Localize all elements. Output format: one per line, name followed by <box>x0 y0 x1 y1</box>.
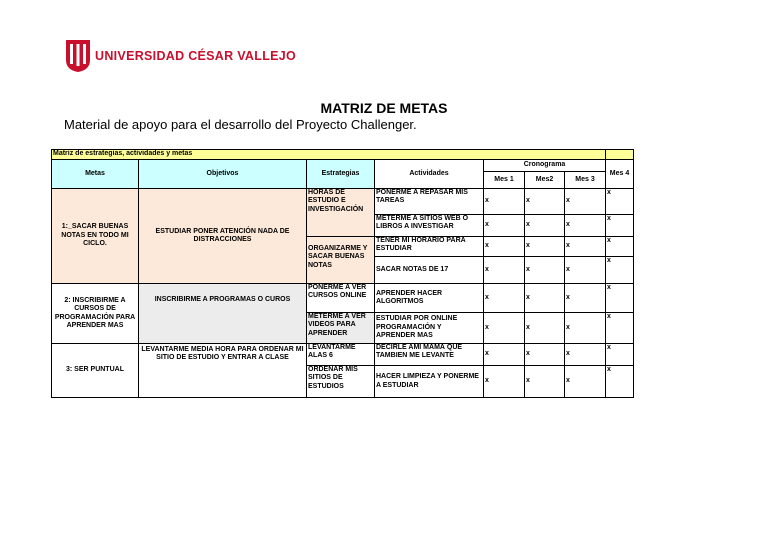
header-estrategias: Estrategias <box>307 160 375 189</box>
header-mes2: Mes2 <box>525 172 565 189</box>
table-caption: Matriz de estrategias, actividades y metas <box>52 150 606 160</box>
goal-1-objetivo: ESTUDIAR PONER ATENCIÓN NADA DE DISTRACCIONES <box>139 189 307 284</box>
mark-cell: x <box>484 189 525 215</box>
header-mes4: Mes 4 <box>606 160 634 189</box>
goal-2-objetivo: INSCRIBIRME A PROGRAMAS O CUROS <box>139 284 307 344</box>
mark-cell: x <box>606 284 634 313</box>
goal-1-estrategia-2: ORGANIZARME Y SACAR BUENAS NOTAS <box>307 237 375 284</box>
mark-cell: x <box>565 366 606 398</box>
mark-cell: x <box>565 189 606 215</box>
mark-cell: x <box>484 237 525 257</box>
mark-cell: x <box>606 313 634 344</box>
mark-cell: x <box>525 189 565 215</box>
goal-2-estrategia-2: METERME A VER VIDEOS PARA APRENDER <box>307 313 375 344</box>
mark-cell: x <box>484 215 525 237</box>
mark-cell: x <box>525 257 565 284</box>
goal-2-actividad-2: ESTUDIAR POR ONLINE PROGRAMACIÓN Y APRENDER MAS <box>375 313 484 344</box>
mark-cell: x <box>606 366 634 398</box>
header-cronograma: Cronograma <box>484 160 606 172</box>
goal-2-estrategia-1: PONERME A VER CURSOS ONLINE <box>307 284 375 313</box>
header-mes3: Mes 3 <box>565 172 606 189</box>
goal-1-meta: 1:_SACAR BUENAS NOTAS EN TODO MI CICLO. <box>52 189 139 284</box>
goal-1-actividad-4: SACAR NOTAS DE 17 <box>375 257 484 284</box>
university-logo-icon <box>66 40 90 72</box>
caption-blank-cell <box>606 150 634 160</box>
mark-cell: x <box>525 344 565 366</box>
mark-cell: x <box>606 344 634 366</box>
mark-cell: x <box>565 344 606 366</box>
header-metas: Metas <box>52 160 139 189</box>
mark-cell: x <box>525 366 565 398</box>
mark-cell: x <box>565 284 606 313</box>
page-title: MATRIZ DE METAS <box>320 100 448 116</box>
goal-3-actividad-2: HACER LIMPIEZA Y PONERME A ESTUDIAR <box>375 366 484 398</box>
mark-cell: x <box>565 313 606 344</box>
goal-3-actividad-1: DECIRLE AMI MAMÁ QUE TAMBIEN ME LEVANTE <box>375 344 484 366</box>
goals-matrix-table <box>51 149 634 398</box>
mark-cell: x <box>606 189 634 215</box>
goal-1-actividad-2: METERME A SITIOS WEB O LIBROS A INVESTIGAR <box>375 215 484 237</box>
mark-cell: x <box>525 215 565 237</box>
goal-3-objetivo: LEVANTARME MEDIA HORA PARA ORDENAR MI SITIO DE ESTUDIO Y ENTRAR A CLASE <box>139 344 307 398</box>
mark-cell: x <box>565 257 606 284</box>
goal-3-estrategia-1: LEVANTARME ALAS 6 <box>307 344 375 366</box>
mark-cell: x <box>484 284 525 313</box>
mark-cell: x <box>525 284 565 313</box>
mark-cell: x <box>484 344 525 366</box>
header-actividades: Actividades <box>375 160 484 189</box>
mark-cell: x <box>565 215 606 237</box>
mark-cell: x <box>606 215 634 237</box>
mark-cell: x <box>606 257 634 284</box>
page-subtitle: Material de apoyo para el desarrollo del Proyecto Challenger. <box>64 117 417 132</box>
mark-cell: x <box>525 313 565 344</box>
goal-2-meta: 2: INSCRIBIRME A CURSOS DE PROGRAMACIÓN PARA APRENDER MAS <box>52 284 139 344</box>
goal-3-estrategia-2: ORDENAR MIS SITIOS DE ESTUDIOS <box>307 366 375 398</box>
mark-cell: x <box>484 257 525 284</box>
header-objetivos: Objetivos <box>139 160 307 189</box>
goal-2-actividad-1: APRENDER HACER ALGORITMOS <box>375 284 484 313</box>
mark-cell: x <box>565 237 606 257</box>
header-mes1: Mes 1 <box>484 172 525 189</box>
goal-1-actividad-3: TENER MI HORARIO PARA ESTUDIAR <box>375 237 484 257</box>
mark-cell: x <box>484 313 525 344</box>
goal-1-actividad-1: PONERME A REPASAR MIS TAREAS <box>375 189 484 215</box>
goal-3-meta: 3: SER PUNTUAL <box>52 344 139 398</box>
university-name: UNIVERSIDAD CÉSAR VALLEJO <box>95 49 297 63</box>
mark-cell: x <box>525 237 565 257</box>
goal-1-estrategia-1: HORAS DE ESTUDIO E INVESTIGACIÓN <box>307 189 375 237</box>
mark-cell: x <box>606 237 634 257</box>
mark-cell: x <box>484 366 525 398</box>
